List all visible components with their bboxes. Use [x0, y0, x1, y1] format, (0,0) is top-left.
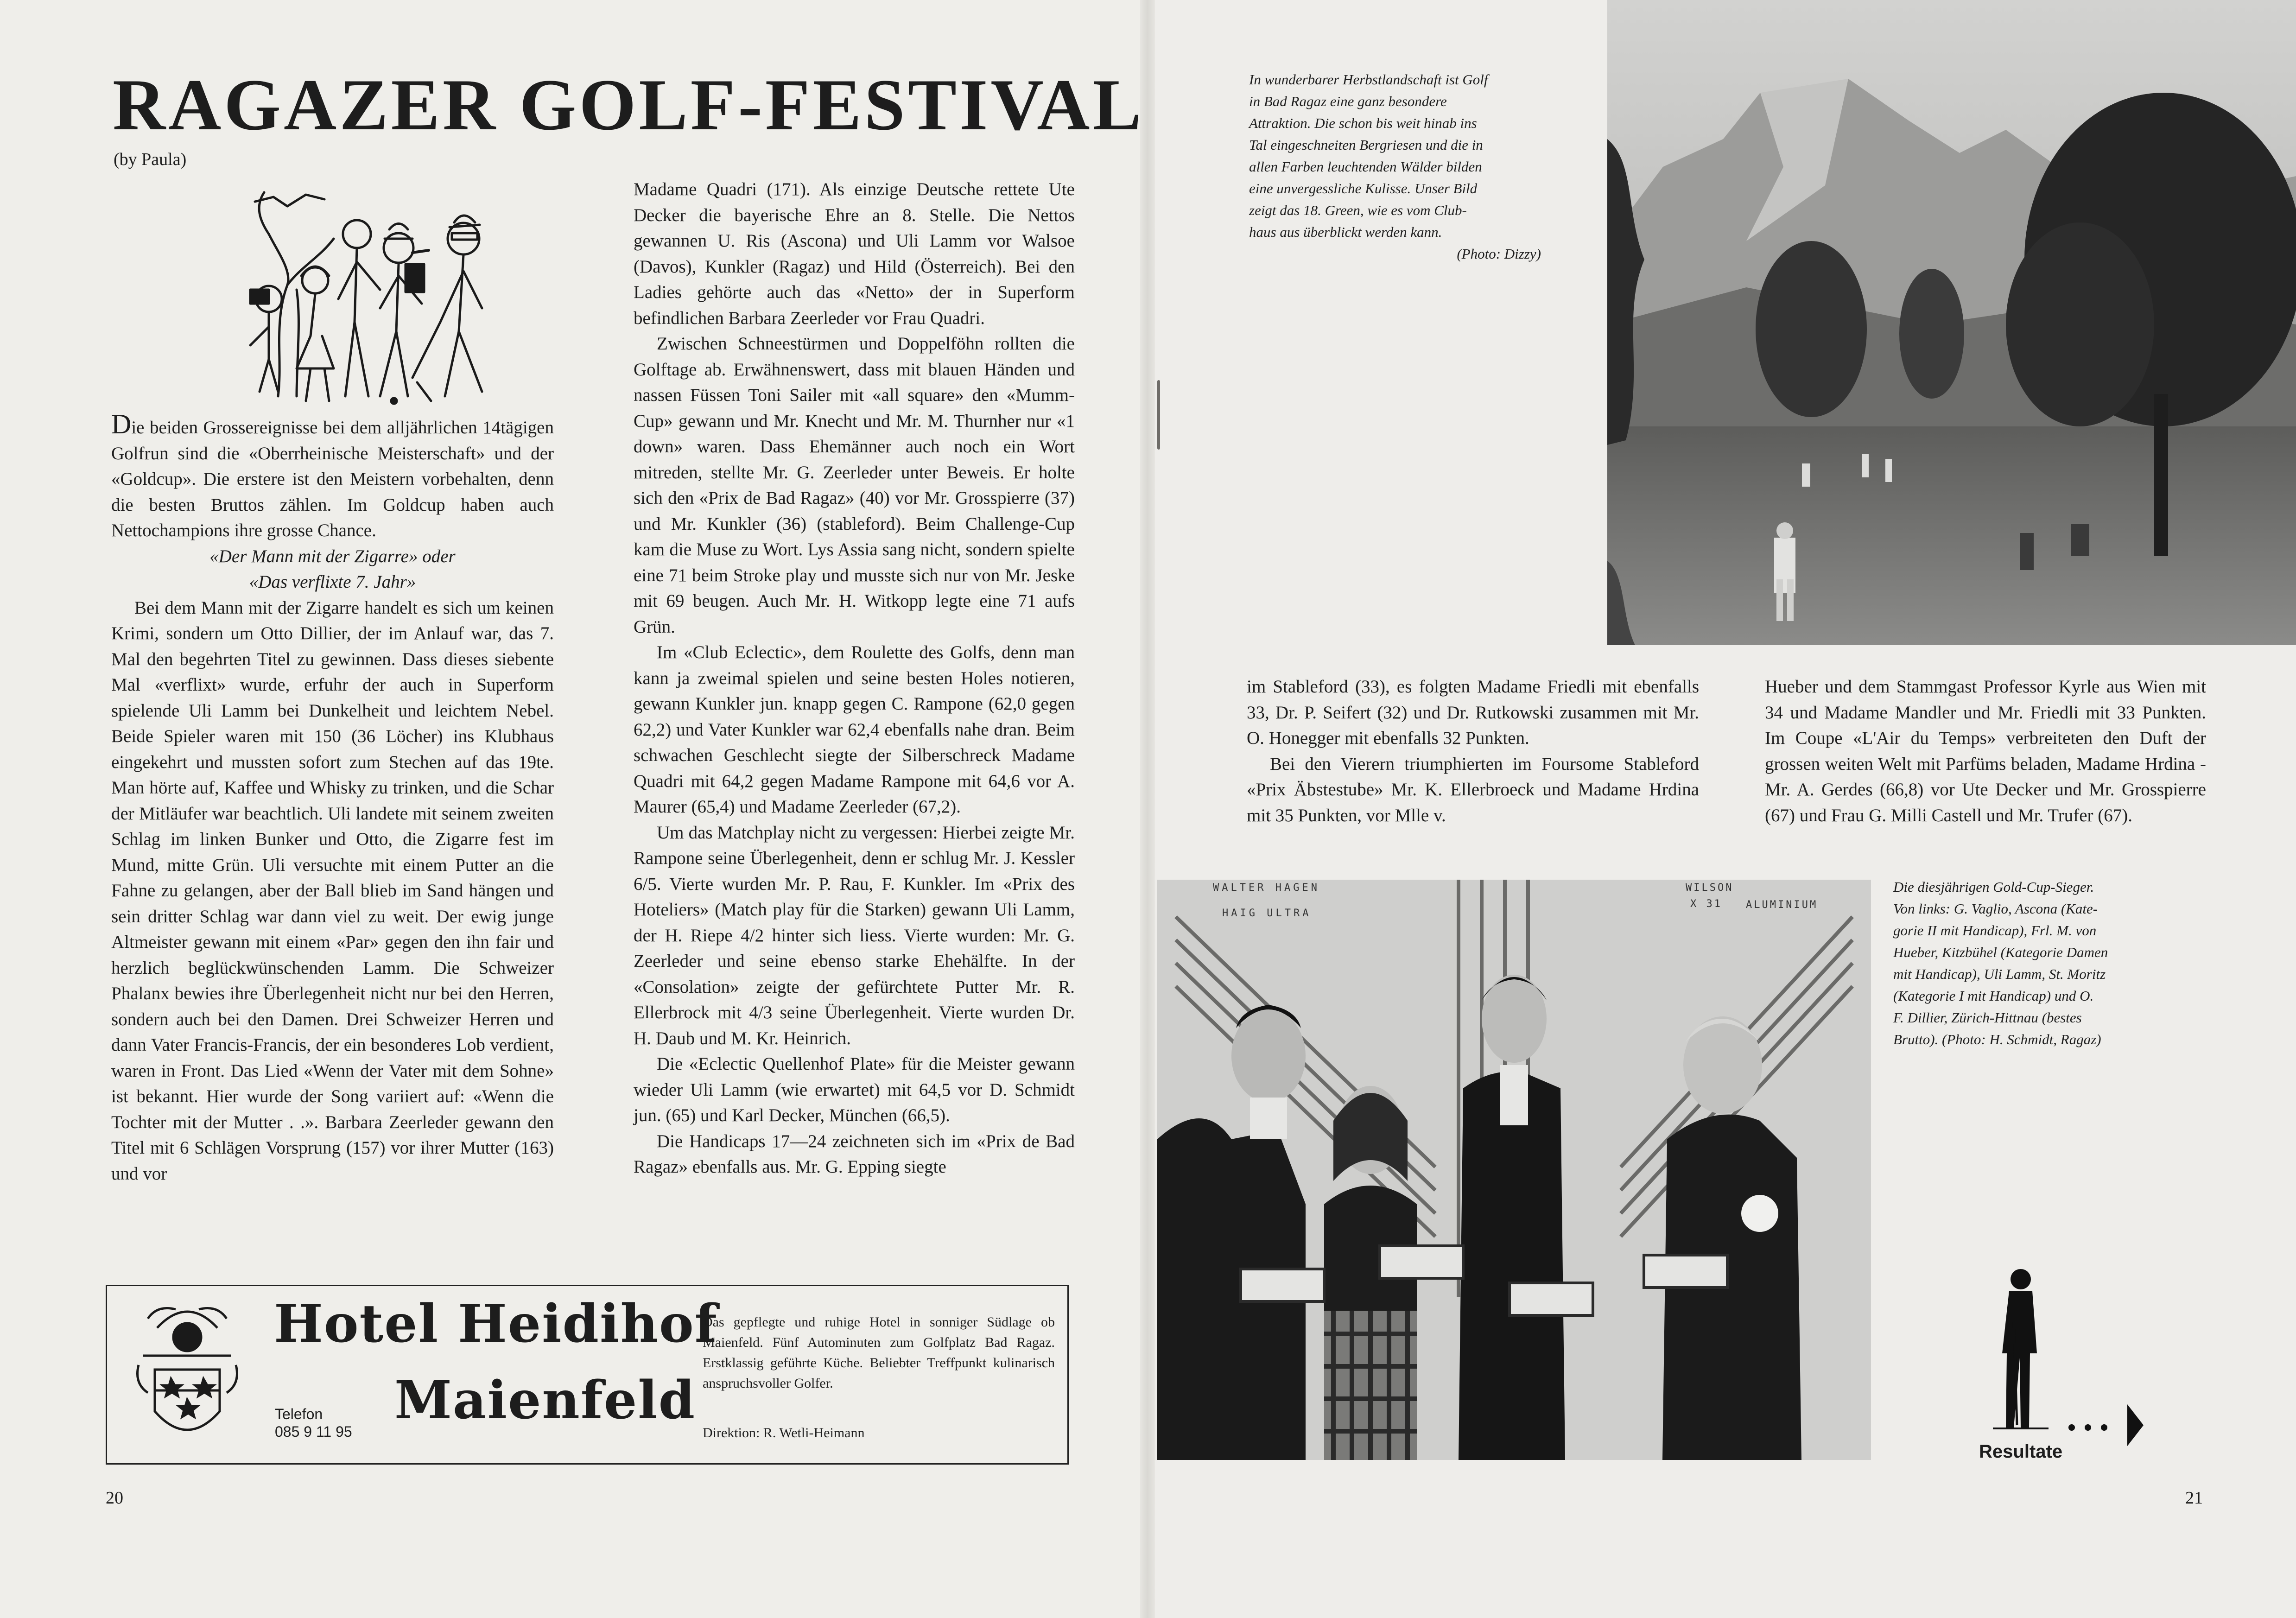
caption-line: F. Dillier, Zürich-Hittnau (bestes: [1893, 1009, 2082, 1026]
dots-arrow-icon: [2062, 1400, 2155, 1446]
paragraph: Hueber und dem Stammgast Professor Kyrle aus Wien mit 34 und Madame Mandler und Mr. Friedli mit 33 Punkten. Im Coupe «L'Air du Temps» verbreiteten den Duft der grossen weiten Welt mit Parfüms beladen, Madame Hrdina - Mr. A. Gerdes (66,8) vor Ute Decker und Mr. Grosspierre (67) und Frau G. Milli Castell und Mr. Trufer (67).: [1765, 677, 2206, 825]
paragraph: Zwischen Schneestürmen und Doppelföhn rollten die Golftage ab. Erwähnenswert, dass mit blauen Händen und nassen Füssen Toni Sailer mit «all square» den «Mumm-Cup» gewann und Mr. Knecht und Mr. M. Thurnher nur «1 down» waren. Dass Ehemänner auch noch ein Wort mitreden, stellte Mr. G. Zeerleder unter Beweis. Er holte sich den «Prix de Bad Ragaz» (40) vor Mr. Grosspierre (37) und Mr. Kunkler (36) (stableford). Beim Challenge-Cup kam die Muse zu Wort. Lys Assia sang nicht, sondern spielte eine 71 beim Stroke play und musste sich nur von Mr. Jeske mit 69 beugen. Auch Mr. H. Witkopp legte eine 71 aufs Grün.: [634, 334, 1075, 637]
paragraph: im Stableford (33), es folgten Madame Friedli mit ebenfalls 33, Dr. P. Seifert (32) und Dr. Rutkowski zusammen mit Mr. O. Honegger mit ebenfalls 32 Punkten.: [1247, 677, 1699, 748]
paragraph: ie beiden Grossereignisse bei dem alljährlichen 14tägigen Golfrun sind die «Oberrheinische Meisterschaft» und der «Goldcup». Die erstere ist den Meistern vorbehalten, denn die besten Bruttos zählen. Im Goldcup haben auch Nettochampions ihre grosse Chance.: [111, 418, 554, 540]
caption-line: Hueber, Kitzbühel (Kategorie Damen: [1893, 944, 2108, 960]
ad-direction: Direktion: R. Wetli-Heimann: [703, 1425, 865, 1440]
drop-cap: D: [111, 409, 132, 439]
paragraph: Bei den Vierern triumphierten im Foursome Stableford «Prix Äbstestube» Mr. K. Ellerbroeck und Madame Hrdina mit 35 Punkten, vor Mlle v.: [1247, 754, 1699, 825]
hotel-name-line-1: Hotel Heidihof: [274, 1294, 718, 1354]
paragraph: Madame Quadri (171). Als einzige Deutsche rettete Ute Decker die bayerische Ehre an 8. Stelle. Die Nettos gewannen U. Ris (Ascona) und Uli Lamm vor Walsoe (Davos), Kunkler (Ragaz) und Hild (Österreich). Bei den Ladies gehörte auch das «Netto» der in Superform befindlichen Barbara Zeerleder vor Frau Quadri.: [634, 179, 1075, 328]
caption-line: gorie II mit Handicap), Frl. M. von: [1893, 922, 2097, 939]
page-number-right: 21: [2185, 1488, 2203, 1508]
hotel-name-line-2: Maienfeld: [394, 1370, 696, 1431]
caption-line: Attraktion. Die schon bis weit hinab ins: [1249, 115, 1477, 131]
left-column-2: [634, 177, 1075, 1180]
winners-caption: [1893, 876, 2218, 1050]
caption-line: in Bad Ragaz eine ganz besondere: [1249, 93, 1447, 109]
caption-line: zeigt das 18. Green, wie es vom Club-: [1249, 202, 1467, 218]
caption-line: haus aus überblickt werden kann.: [1249, 224, 1442, 240]
staple: [1157, 380, 1160, 450]
caption-line: Von links: G. Vaglio, Ascona (Kate-: [1893, 901, 2098, 917]
caption-line: eine unvergessliche Kulisse. Unser Bild: [1249, 180, 1478, 197]
caption-line: Tal eingeschneiten Bergriesen und die in: [1249, 137, 1483, 153]
right-column-2: [1765, 674, 2206, 828]
photo-sign-walter-hagen: WALTER HAGEN: [1213, 882, 1320, 894]
paragraph: Um das Matchplay nicht zu vergessen: Hierbei zeigte Mr. Rampone seine Überlegenheit, denn er schlug Mr. J. Kessler 6/5. Vierte wurden Mr. P. Rau, F. Kunkler. Im «Prix des Hoteliers» (Match play für die Starken) gewann Uli Lamm, der H. Riepe 4/2 hinter sich liess. Vierte wurden: Mr. G. Zeerleder und seine ebenso starke Ehehälfte. In der «Consolation» zeigte der gefürchtete Putter Mr. R. Ellerbrock mit 4/3 seine Überlegenheit. Vierte wurden Dr. H. Daub und M. Kr. Heinrich.: [634, 822, 1075, 1048]
subheading-line-1: «Der Mann mit der Zigarre» oder: [209, 546, 456, 566]
paragraph: Bei dem Mann mit der Zigarre handelt es sich um keinen Krimi, sondern um Otto Dillier, der im Anlauf war, das 7. Mal den begehrten Titel zu gewinnen. Dass dieses siebente Mal «verflixt» wurde, erfuhr der auch in Superform spielende Uli Lamm bei Dunkelheit und leichtem Nebel. Beide Spieler waren mit 150 (36 Löcher) ins Klubhaus eingekehrt und mussten sofort zum Stechen auf das 19te. Man hörte auf, Kaffee und Whisky zu trinken, und die Schar der Mitläufer war beachtlich. Uli landete mit seinem zweiten Schlag im linken Bunker und Otto, die Zigarre fest im Mund, mitte Grün. Uli versuchte mit einem Putter an die Fahne zu gelangen, aber der Ball blieb im Sand hängen und sein dritter Schlag war dann viel zu weit. Der ewig junge Altmeister gewann mit einem «Par» gegen den ihn fair und herzlich beglückwünschenden Lamm. Die Schweizer Phalanx bewies ihre Überlegenheit nicht nur bei den Herren, sondern auch bei den Damen. Drei Schweizer Herren und dann Vater Francis-Francis, der ein besonderes Lob verdient, waren in Front. Das Lied «Wenn der Vater mit dem Sohne» ist bekannt. Hier wurde der Song variiert auf: «Wenn die Tochter mit der Mutter . .». Barbara Zeerleder gewann den Titel mit 6 Schlägen Vorsprung (157) vor ihrer Mutter (163) und vor: [111, 597, 554, 1184]
golfers-cartoon-illustration: [241, 183, 528, 410]
book-gutter: [1140, 0, 1155, 1618]
golf-course-landscape-photo: [1607, 0, 2296, 645]
caption-line: Die diesjährigen Gold-Cup-Sieger.: [1893, 879, 2094, 895]
caption-line: In wunderbarer Herbstlandschaft ist Golf: [1249, 71, 1488, 88]
subheading-line-2: «Das verflixte 7. Jahr»: [249, 572, 416, 592]
paragraph: Die «Eclectic Quellenhof Plate» für die Meister gewann wieder Uli Lamm (wie erwartet) mit 64,5 vor D. Schmidt jun. (65) und Karl Decker, München (66,5).: [634, 1054, 1075, 1125]
golfer-silhouette-icon: [1988, 1265, 2053, 1432]
caption-line: Brutto). (Photo: H. Schmidt, Ragaz): [1893, 1031, 2101, 1047]
paragraph: Im «Club Eclectic», dem Roulette des Golfs, denn man kann ja zweimal spielen und seine besten Holes notieren, gewann Kunkler jun. knapp gegen C. Rampone (62,0 gegen 62,2) und Vater Kunkler war 62,4 ebenfalls nahe dran. Beim schwachen Geschlecht siegte der Silberschreck Madame Quadri mit 64,2 gegen Madame Rampone mit 64,6 vor A. Maurer (65,4) und Madame Zeerleder (67,2).: [634, 642, 1075, 817]
caption-line: mit Handicap), Uli Lamm, St. Moritz: [1893, 966, 2106, 982]
gold-cup-winners-photo: [1157, 880, 1871, 1460]
byline: (by Paula): [114, 150, 187, 169]
phone-number: 085 9 11 95: [275, 1423, 352, 1440]
resultate-link[interactable]: Resultate: [1979, 1441, 2063, 1462]
left-column-1: [111, 409, 554, 1187]
ad-description: Das gepflegte und ruhige Hotel in sonniger Südlage ob Maienfeld. Fünf Autominuten zum Golfplatz Bad Ragaz. Erstklassig geführte Küche. Beliebter Treffpunkt kulinarisch anspruchsvoller Golfer.: [703, 1314, 1055, 1391]
landscape-caption: [1249, 69, 1546, 265]
coat-of-arms-icon: [129, 1300, 245, 1453]
hotel-advertisement: [106, 1285, 1069, 1465]
caption-line: allen Farben leuchtenden Wälder bilden: [1249, 159, 1482, 175]
photo-sign-aluminium: ALUMINIUM: [1746, 899, 1818, 911]
phone-label: Telefon: [275, 1406, 323, 1422]
article-title: RAGAZER GOLF-FESTIVAL: [113, 64, 1144, 146]
photo-sign-wilson: WILSON: [1686, 882, 1734, 894]
caption-line: (Kategorie I mit Handicap) und O.: [1893, 988, 2094, 1004]
photo-sign-x31: X 31: [1690, 898, 1722, 910]
photo-credit: (Photo: Dizzy): [1457, 246, 1541, 262]
photo-sign-haig-ultra: HAIG ULTRA: [1222, 907, 1312, 919]
right-column-1: [1247, 674, 1699, 828]
paragraph: Die Handicaps 17—24 zeichneten sich im «Prix de Bad Ragaz» ebenfalls aus. Mr. G. Epping siegte: [634, 1131, 1075, 1177]
page-number-left: 20: [106, 1488, 123, 1508]
